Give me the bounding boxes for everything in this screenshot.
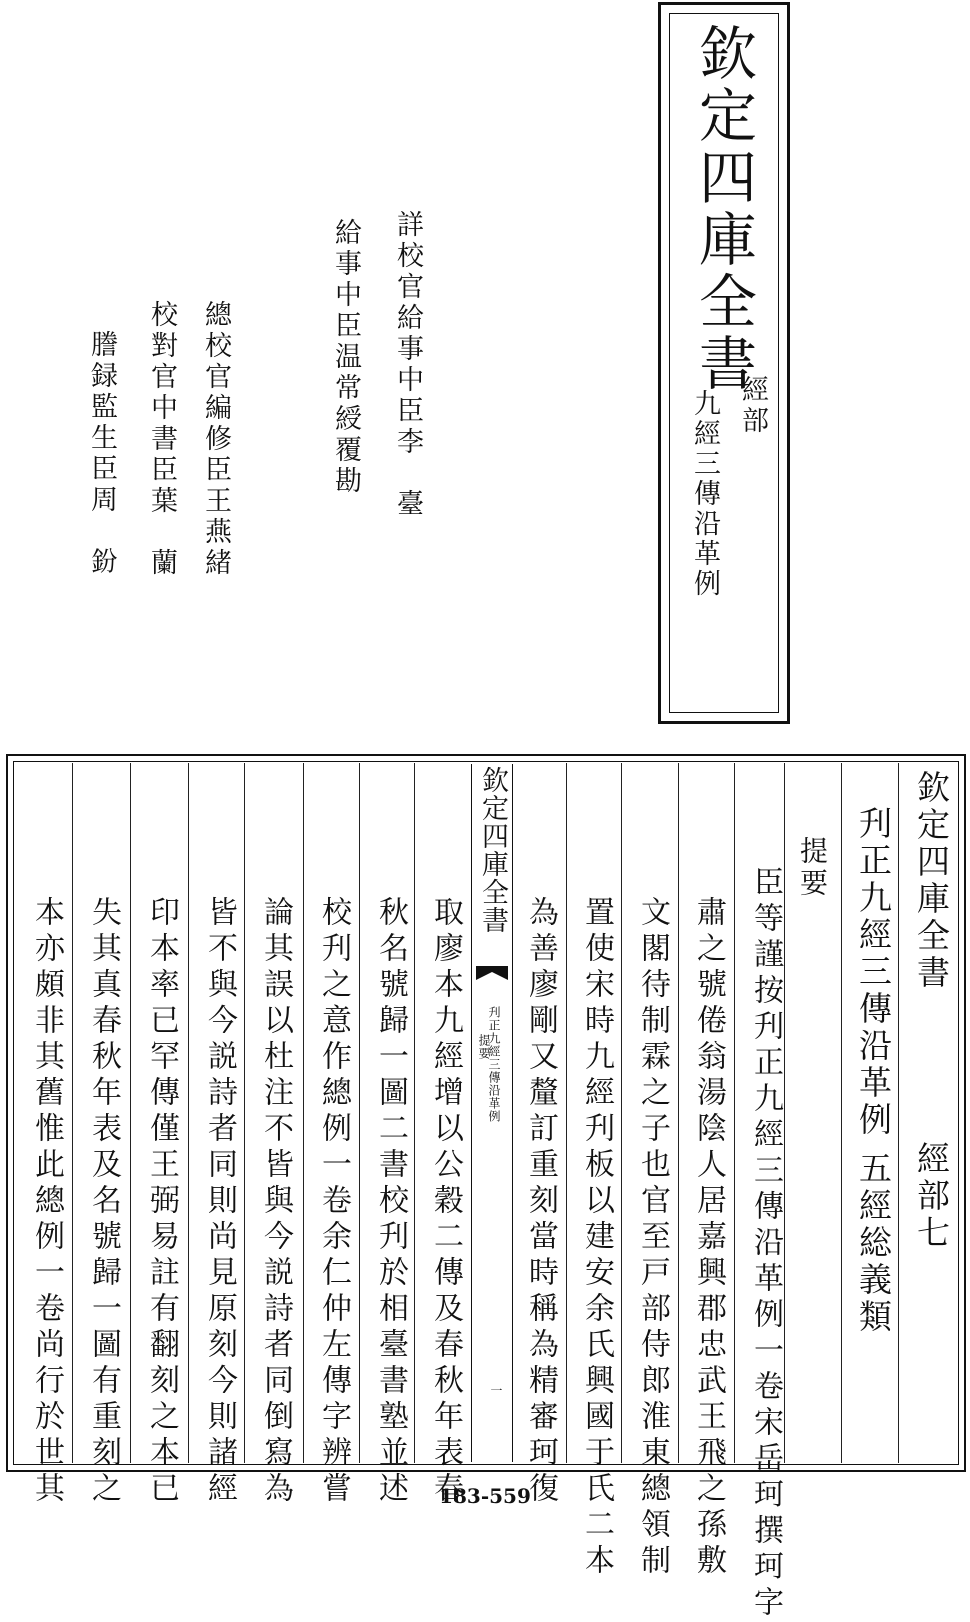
text-column: 論其誤以杜注不皆與今説詩者同倒寫為 bbox=[258, 896, 293, 1508]
text-column: 皆不與今説詩者同則尚見原刻今則諸經 bbox=[202, 896, 237, 1508]
text-column: 為善廖剛又釐訂重刻當時稱為精審珂復 bbox=[523, 896, 558, 1508]
fold-margin bbox=[471, 764, 513, 1462]
column-rule bbox=[566, 763, 567, 1463]
category-label: 五經総義類 bbox=[854, 1151, 893, 1336]
tiyao-label: 提要 bbox=[796, 836, 829, 900]
column-rule bbox=[621, 763, 622, 1463]
column-rule bbox=[734, 763, 735, 1463]
slip-book-title: 九經三傳沿革例 bbox=[689, 389, 720, 599]
column-rule bbox=[898, 763, 899, 1463]
column-rule bbox=[72, 763, 73, 1463]
fold-book-title: 刋正九經三傳沿革例 bbox=[487, 1006, 501, 1123]
text-column: 本亦頗非其舊惟此總例一卷尚行於世其 bbox=[29, 896, 64, 1508]
fold-section: 提要 bbox=[477, 1034, 491, 1060]
text-column: 印本率已罕傳僅王弼易註有翻刻之本已 bbox=[144, 896, 179, 1508]
official-detailed-proofreader: 詳校官給事中臣李 臺 bbox=[392, 210, 423, 520]
header-section: 經部七 bbox=[912, 1141, 951, 1252]
text-column: 肅之號倦翁湯陰人居嘉興郡忠武王飛之孫敷 bbox=[691, 896, 726, 1580]
slip-title: 欽定四庫全書 bbox=[689, 23, 757, 395]
text-column: 臣等謹按刋正九經三傳沿革例一卷宋岳珂撰珂字 bbox=[748, 866, 783, 1622]
text-column: 置使宋時九經刋板以建安余氏興國于氏二本 bbox=[579, 896, 614, 1580]
text-column: 文閣待制霖之子也官至戸部侍郎淮東總領制 bbox=[635, 896, 670, 1580]
column-rule bbox=[188, 763, 189, 1463]
title-slip bbox=[658, 2, 790, 724]
official-chief-collator: 總校官編修臣王燕緒 bbox=[200, 300, 231, 579]
fold-title: 欽定四庫全書 bbox=[477, 766, 508, 934]
official-copyist: 謄録監生臣周 鈖 bbox=[86, 330, 117, 578]
slip-section: 經部 bbox=[737, 375, 768, 437]
column-rule bbox=[244, 763, 245, 1463]
page-number: 183-559 bbox=[439, 1484, 531, 1508]
fish-tail-mark-icon bbox=[476, 966, 508, 992]
text-column: 校刋之意作總例一卷余仁仲左傳字辨嘗 bbox=[316, 896, 351, 1508]
text-column: 秋名號歸一圖二書校刋於相臺書塾並述 bbox=[373, 896, 408, 1508]
column-rule bbox=[130, 763, 131, 1463]
column-rule bbox=[359, 763, 360, 1463]
column-rule bbox=[414, 763, 415, 1463]
official-reviewer: 給事中臣温常綬覆勘 bbox=[330, 218, 361, 497]
column-rule bbox=[303, 763, 304, 1463]
text-column: 取廖本九經增以公穀二傳及春秋年表春 bbox=[428, 896, 463, 1508]
official-collator: 校對官中書臣葉 蘭 bbox=[146, 300, 177, 579]
header-title: 欽定四庫全書 bbox=[912, 770, 951, 992]
book-title: 刋正九經三傳沿革例 bbox=[854, 806, 893, 1139]
fold-leaf-number: 一 bbox=[489, 1384, 503, 1396]
column-rule bbox=[841, 763, 842, 1463]
column-rule bbox=[678, 763, 679, 1463]
text-column: 失其真春秋年表及名號歸一圖有重刻之 bbox=[86, 896, 121, 1508]
